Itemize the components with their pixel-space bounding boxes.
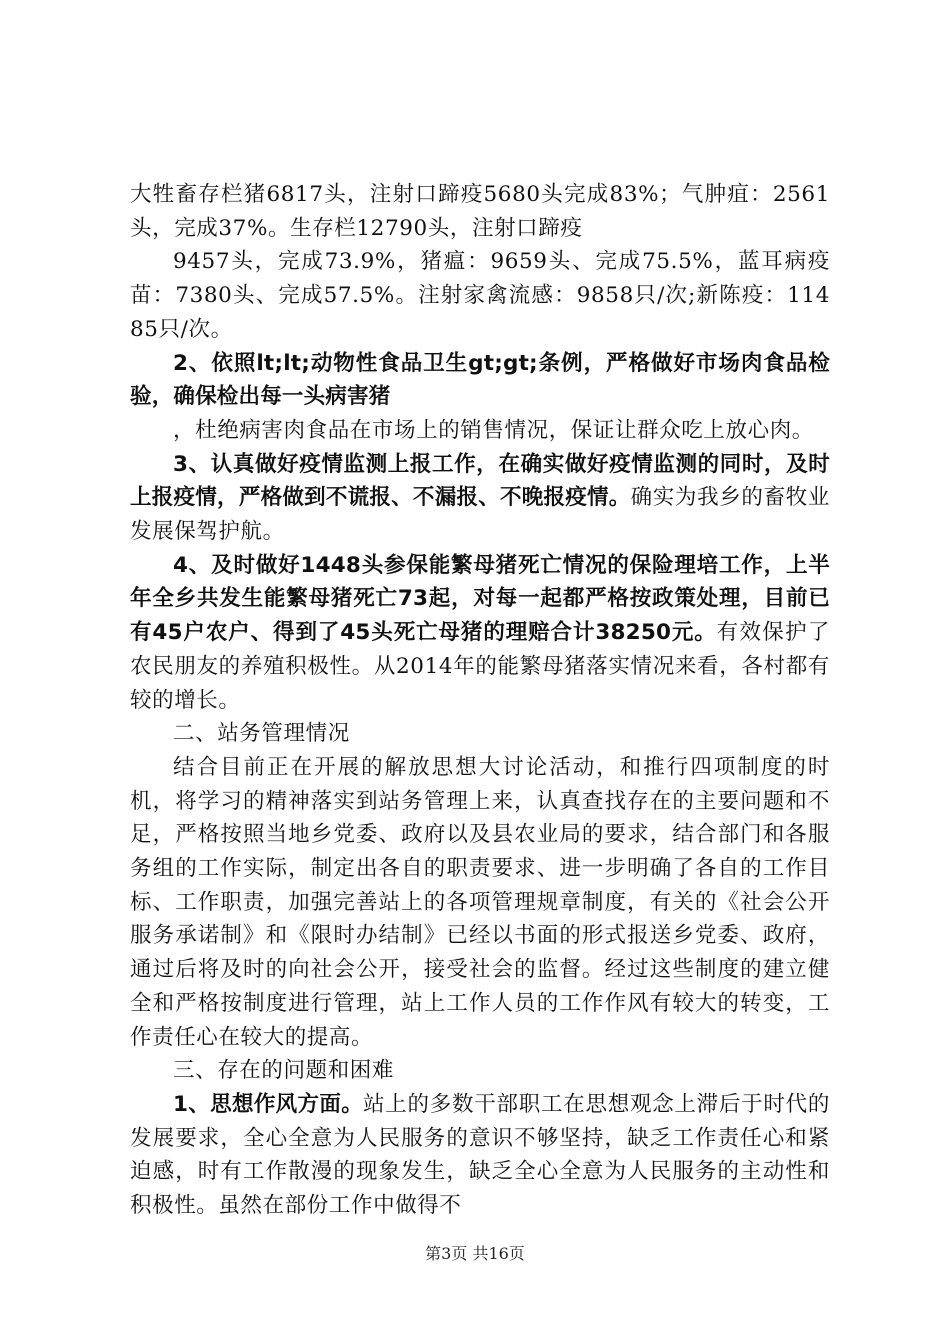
section-heading-problems [130, 1054, 830, 1088]
heading-text: 三、存在的问题和困难 [173, 1058, 395, 1084]
page-footer: 第3页 共16页 [425, 1244, 525, 1263]
text-run: 结合目前正在开展的解放思想大讨论活动，和推行四项制度的时机，将学习的精神落实到站务管理上来，认真查找存在的主要问题和不足，严格按照当地乡党委、政府以及县农业局的要求，结合部门和各服务组的工作实际，制定出各自的职责要求、进一步明确了各自的工作目标、工作职责，加强完善站上的各项管理规章制度，有关的《社会公开服务承诺制》和《限时办结制》已经以书面的形式报送乡党委、政府，通过后将及时的向社会公开，接受社会的监督。经过这些制度的建立健全和严格按制度进行管理，站上工作人员的工作作风有较大的转变，工作责任心在较大的提高。 [130, 754, 830, 1050]
text-run: 大牲畜存栏猪6817头，注射口蹄疫5680头完成83%；气肿疽：2561头，完成37%。生存栏12790头，注射口蹄疫 [130, 182, 830, 241]
text-run: 2、依照lt;lt;动物性食品卫生gt;gt;条例，严格做好市场肉食品检验，确保检出每一头病害猪 [130, 350, 830, 410]
text-run: 站上的多数干部职工在思想观念上滞后于时代的发展要求，全心全意为人民服务的意识不够坚持，缺乏工作责任心和紧迫感，时有工作散漫的现象发生，缺乏全心全意为人民服务的主动性和积极性。虽然在部份工作中做得不 [130, 1091, 830, 1219]
section-heading-station-management [130, 717, 830, 751]
document-body [130, 178, 830, 1223]
text-run: 9457头，完成73.9%，猪瘟：9659头、完成75.5%，蓝耳病疫苗：7380头、完成57.5%。注射家禽流感：9858只/次;新陈疫：11485只/次。 [130, 249, 830, 342]
paragraph-livestock-stats [130, 178, 830, 245]
paragraph-item-3 [130, 448, 830, 549]
heading-text: 二、站务管理情况 [173, 721, 350, 747]
text-run: ，杜绝病害肉食品在市场上的销售情况，保证让群众吃上放心肉。 [173, 417, 814, 443]
paragraph-vaccination-stats [130, 245, 830, 346]
paragraph-ideology-style [130, 1088, 830, 1223]
paragraph-item-2-continued [130, 414, 830, 448]
text-run: 确实为我乡的畜牧业发展保驾护航。 [130, 485, 830, 545]
text-run-bold: 4、及时做好1448头参保能繁母猪死亡情况的保险理培工作，上半年全乡共发生能繁母猪死亡73起，对每一起都严格按政策处理，目前已有45户农户、得到了45头死亡母猪的理赔合计38250元。 [130, 552, 830, 646]
text-run-bold: 3、认真做好疫情监测上报工作，在确实做好疫情监测的同时，及时上报疫情，严格做到不谎报、不漏报、不晚报疫情。 [130, 451, 830, 511]
paragraph-item-2 [130, 347, 830, 414]
text-run: 有效保护了农民朋友的养殖积极性。从2014年的能繁母猪落实情况来看，各村都有较的增长。 [130, 620, 830, 713]
paragraph-station-management [130, 751, 830, 1054]
paragraph-item-4 [130, 549, 830, 718]
text-run-bold: 1、思想作风方面。 [173, 1091, 364, 1117]
